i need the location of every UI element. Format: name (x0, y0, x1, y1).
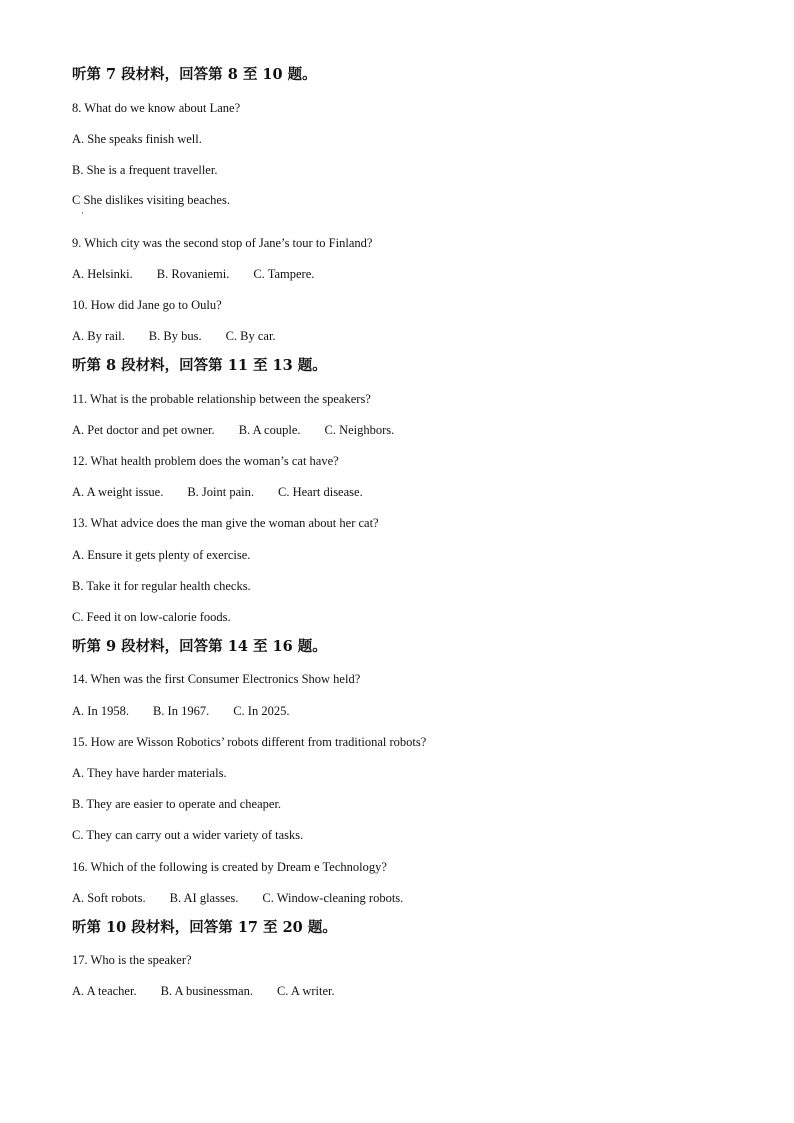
option-a: A. A weight issue. (72, 485, 164, 499)
stray-mark: · (81, 208, 84, 218)
option-b: B. A businessman. (160, 984, 253, 998)
option-c: C. Feed it on low-calorie foods. (72, 610, 231, 624)
question-stem: 9. Which city was the second stop of Jane’s tour to Finland? (72, 236, 373, 250)
option-a: A. By rail. (72, 329, 125, 343)
option-c: C. Heart disease. (278, 485, 363, 499)
option-a: A. Soft robots. (72, 891, 146, 905)
option-c: C. They can carry out a wider variety of tasks. (72, 828, 304, 842)
option-b: B. Joint pain. (187, 485, 254, 499)
option-b: B. They are easier to operate and cheaper. (72, 797, 282, 811)
question-stem: 15. How are Wisson Robotics’ robots different from traditional robots? (72, 735, 427, 749)
section-heading: 听第 8 段材料，回答第 11 至 13 题。 (72, 357, 327, 374)
option-b: B. By bus. (148, 329, 202, 343)
question-stem: 13. What advice does the man give the woman about her cat? (72, 516, 379, 530)
question-stem: 17. Who is the speaker? (72, 953, 192, 967)
question-stem: 12. What health problem does the woman’s cat have? (72, 454, 339, 468)
option-b: B. Take it for regular health checks. (72, 579, 251, 593)
option-b: B. She is a frequent traveller. (72, 163, 218, 177)
option-c: C She dislikes visiting beaches. (72, 193, 230, 207)
option-a: A. She speaks finish well. (72, 132, 202, 146)
option-a: A. Pet doctor and pet owner. (72, 423, 215, 437)
option-b: B. In 1967. (152, 704, 210, 718)
question-stem: 16. Which of the following is created by Dream e Technology? (72, 860, 387, 874)
question-stem: 14. When was the first Consumer Electronics Show held? (72, 672, 361, 686)
option-c: C. A writer. (276, 984, 335, 998)
option-c: C. Neighbors. (324, 423, 395, 437)
options-row (72, 983, 335, 999)
options-row (72, 890, 403, 906)
question-stem: 11. What is the probable relationship between the speakers? (72, 392, 371, 406)
options-row (72, 484, 363, 500)
section-heading: 听第 9 段材料，回答第 14 至 16 题。 (72, 638, 327, 655)
option-c: C. By car. (225, 329, 276, 343)
options-row (72, 422, 394, 438)
option-b: B. AI glasses. (169, 891, 239, 905)
option-b: B. A couple. (238, 423, 301, 437)
option-a: A. A teacher. (72, 984, 137, 998)
option-b: B. Rovaniemi. (156, 267, 230, 281)
section-heading: 听第 10 段材料，回答第 17 至 20 题。 (72, 919, 337, 936)
options-row (72, 328, 276, 344)
section-heading: 听第 7 段材料，回答第 8 至 10 题。 (72, 66, 317, 83)
option-a: A. Ensure it gets plenty of exercise. (72, 548, 251, 562)
options-row (72, 266, 314, 282)
question-stem: 10. How did Jane go to Oulu? (72, 298, 222, 312)
option-c: C. In 2025. (233, 704, 290, 718)
option-a: A. Helsinki. (72, 267, 133, 281)
options-row (72, 703, 289, 719)
question-stem: 8. What do we know about Lane? (72, 101, 241, 115)
option-a: A. In 1958. (72, 704, 129, 718)
option-c: C. Window-cleaning robots. (262, 891, 404, 905)
option-c: C. Tampere. (253, 267, 315, 281)
option-a: A. They have harder materials. (72, 766, 227, 780)
